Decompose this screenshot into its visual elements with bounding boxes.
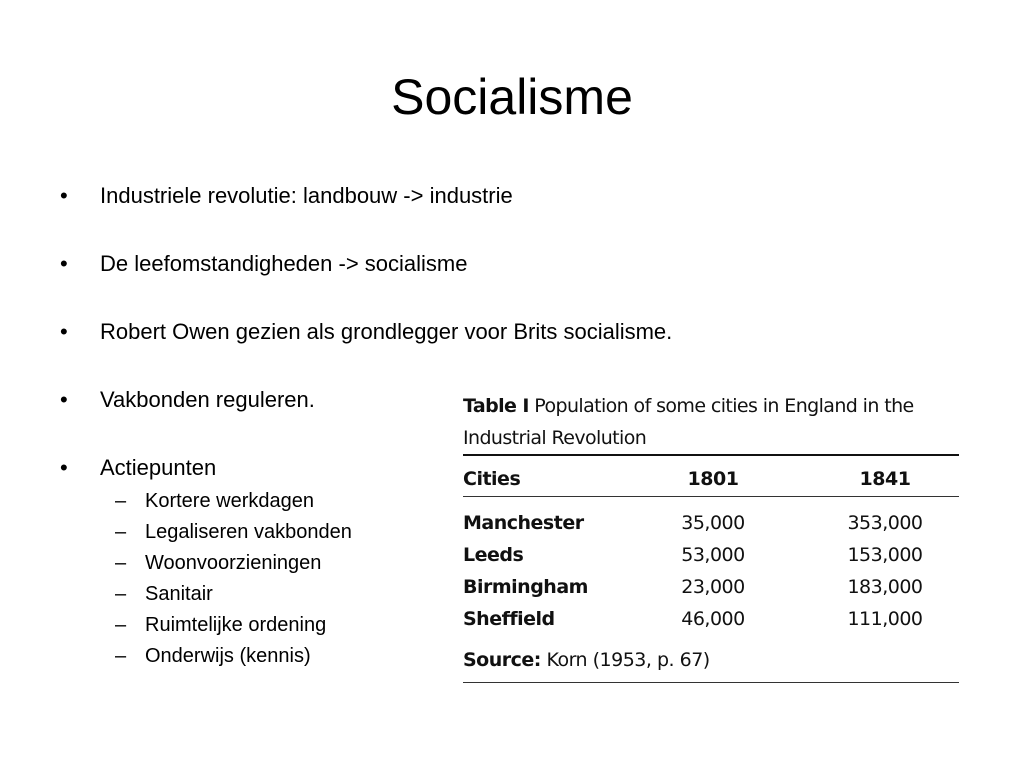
table-cell-city: Birmingham: [463, 576, 588, 598]
table-bottom-rule: [463, 682, 959, 683]
sub-bullet-marker: –: [115, 521, 127, 543]
slide-title: Socialisme: [391, 69, 633, 125]
bullet-marker: •: [60, 455, 68, 480]
sub-bullet-text: Legaliseren vakbonden: [145, 521, 352, 543]
table-row: [463, 539, 959, 571]
sub-bullet-marker: –: [115, 552, 127, 574]
sub-bullet-text: Sanitair: [145, 583, 213, 605]
table-cell-1841: 183,000: [847, 576, 923, 598]
population-table-figure: [463, 390, 959, 671]
table-cell-1801: 35,000: [681, 512, 745, 534]
table-header-row: [463, 463, 959, 495]
table-row: [463, 507, 959, 539]
bullet-text: Robert Owen gezien als grondlegger voor Brits socialisme.: [100, 319, 673, 344]
table-row: [463, 571, 959, 603]
sub-bullet-marker: –: [115, 583, 127, 605]
table-top-rule: [463, 454, 959, 456]
table-cell-1841: 111,000: [847, 608, 923, 630]
bullet-marker: •: [60, 319, 68, 344]
bullet-text: De leefomstandigheden -> socialisme: [100, 251, 468, 276]
table-cell-1801: 46,000: [681, 608, 745, 630]
bullet-text: Industriele revolutie: landbouw -> industrie: [100, 183, 513, 208]
table-cell-1801: 23,000: [681, 576, 745, 598]
bullet-marker: •: [60, 251, 68, 276]
table-caption-line2: Industrial Revolution: [463, 427, 647, 449]
table-cell-city: Leeds: [463, 544, 524, 566]
table-header-cell: Cities: [463, 468, 521, 490]
table-cell-1841: 153,000: [847, 544, 923, 566]
table-caption-line1: Population of some cities in England in the: [534, 395, 914, 417]
sub-bullet-marker: –: [115, 490, 127, 512]
bullet-text: Vakbonden reguleren.: [100, 387, 315, 412]
table-header-cell: 1841: [859, 468, 911, 490]
table-cell-city: Sheffield: [463, 608, 555, 630]
table-source-label: Source:: [463, 649, 541, 671]
table-source-text: Korn (1953, p. 67): [546, 649, 710, 671]
sub-bullet-text: Onderwijs (kennis): [145, 645, 311, 667]
table-source: [463, 644, 959, 676]
bullet-marker: •: [60, 183, 68, 208]
table-cell-city: Manchester: [463, 512, 584, 534]
sub-bullet-marker: –: [115, 614, 127, 636]
table-header-rule: [463, 496, 959, 497]
table-row: [463, 603, 959, 635]
bullet-text: Actiepunten: [100, 455, 217, 480]
table-cell-1841: 353,000: [847, 512, 923, 534]
table-caption-label: Table I: [463, 395, 529, 417]
bullet-marker: •: [60, 387, 68, 412]
sub-bullet-text: Woonvoorzieningen: [145, 552, 322, 574]
table-header-cell: 1801: [687, 468, 739, 490]
sub-bullet-text: Kortere werkdagen: [145, 490, 314, 512]
sub-bullet-text: Ruimtelijke ordening: [145, 614, 327, 636]
sub-bullet-marker: –: [115, 645, 127, 667]
table-caption: [463, 390, 959, 454]
table-cell-1801: 53,000: [681, 544, 745, 566]
